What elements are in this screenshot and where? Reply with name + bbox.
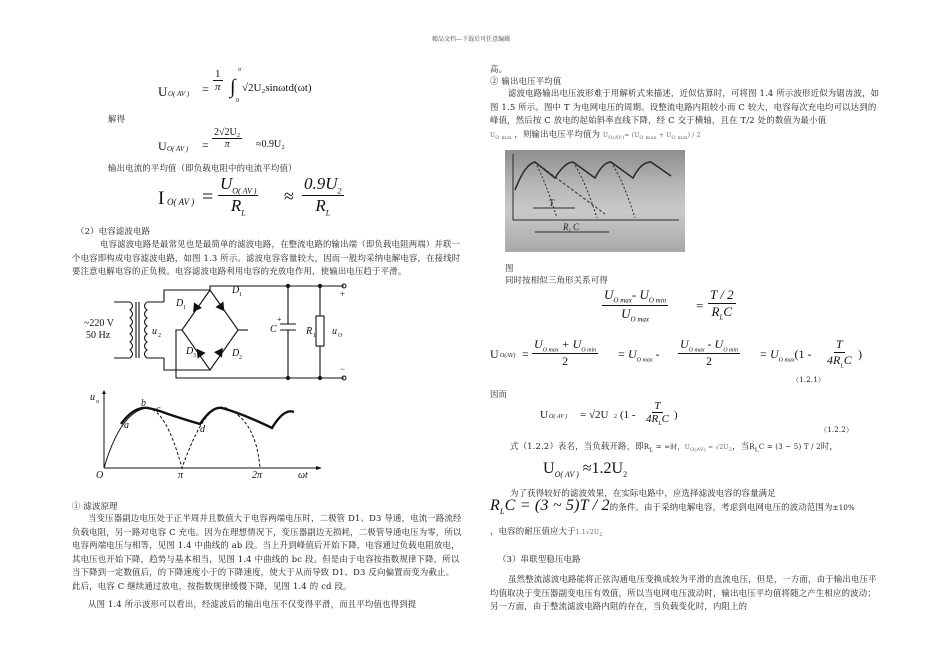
eqB-last-sub: O max: [778, 357, 795, 364]
d3-label: D: [186, 346, 194, 357]
photo-rc-c: C: [573, 222, 580, 232]
continuation-text: 高。: [490, 64, 508, 74]
filter-principle-title: ① 滤波原理: [72, 501, 118, 511]
eqA-d2: R: [711, 304, 720, 319]
open-load-u-sub: O(AV): [689, 447, 706, 454]
bridge-diamond: [182, 290, 238, 370]
open-load-when: ，当: [732, 441, 750, 451]
eqA-minus: - U: [631, 287, 649, 302]
capacitor-symbol: [280, 286, 296, 378]
eq2-equals: =: [202, 138, 209, 152]
equation-approx-1-2: [543, 460, 627, 479]
page-header: 精品文档---下载后可任意编辑: [432, 36, 511, 43]
d1-label: D: [176, 298, 184, 309]
avg-voltage-text-2: ，则输出电压平均值为: [514, 129, 601, 139]
eqA-equals: =: [696, 298, 704, 313]
source-voltage-label: ~220 V: [84, 318, 114, 329]
eqD-approx: ≈1.2U: [582, 460, 624, 477]
eq3-d2-sub: L: [325, 208, 331, 218]
equation-similar-triangles: [602, 287, 752, 327]
avg-voltage-text: 滤波电路输出电压波形难于用解析式来描述，近似估算时，可将图 1.4 所示波形近似为锯齿波，如图 1.5 所示。图中 T 为电网电压的周期。设整流电路内阻较小而 C 较大，电容每次充电均可以达到的峰值，然后按 C 放电的起始斜率直线下降，经 C 交于横轴，且在 T/2 处的数值为最小值: [490, 88, 880, 126]
eqD-lhs-sub: O( AV ): [554, 470, 579, 480]
eqB-f2n: U: [680, 337, 689, 351]
open-load-time: 时，: [820, 441, 838, 451]
eq2-fraction: [212, 127, 242, 150]
uo-label: u: [332, 326, 337, 337]
capacitor-voltage-text: ，电容的耐压值应大于: [490, 526, 576, 536]
photo-period-label: T: [549, 198, 555, 208]
open-load-paragraph: [510, 440, 838, 458]
open-load-u: U: [684, 444, 690, 451]
eq3-n1: U: [220, 174, 233, 193]
eq1-coefficient: [213, 68, 223, 93]
eqB-eq3: =: [760, 347, 767, 361]
eqB-last-u: U: [770, 347, 779, 361]
equation-average-voltage-final: [540, 400, 680, 434]
eqB-f1d: 2: [562, 354, 569, 369]
avg-voltage-title: ② 输出电压平均值: [490, 76, 562, 86]
section-3-title: （3）串联型稳压电路: [498, 554, 581, 564]
eqA-d1-sub: O max: [630, 315, 649, 324]
uo-sub: O: [338, 333, 343, 339]
capacitor-filter-circuit-diagram: [72, 280, 372, 388]
point-d-label: d: [200, 424, 205, 435]
eq1-int-top: π: [238, 67, 242, 73]
d1-sub: 1: [183, 305, 186, 311]
eqB-fraction-1: [532, 337, 598, 369]
eqE-c: C: [504, 497, 516, 514]
resistor-sub: 1: [313, 333, 316, 339]
d1b-label: D: [232, 285, 240, 296]
voltage-fluctuation: ±10%: [832, 504, 855, 512]
eqB-f3d: 4R: [827, 353, 841, 367]
eqC-close: ): [674, 409, 678, 421]
eqB-f2n-minus: - U: [704, 337, 724, 351]
equation-number-1-2-2: （1.2.2）: [820, 426, 854, 434]
open-load-rc-eq: = (3 ~ 5) T / 2: [764, 443, 821, 451]
eqA-n1-sub: O max: [613, 296, 632, 305]
eqE-eq: = (3 ~ 5)T / 2: [515, 497, 610, 514]
d3-sub: 3: [193, 353, 196, 359]
series-regulator-paragraph: 虽然整流滤波电路能将正弦沟通电压变换成较为平滑的直流电压，但是，一方面，由于输出电压平均值取决于变压器副变电压有效值，所以当电网电压波动时，输出电压平均值将随之产生相应的波动；另一方面，由于整流滤波电路内阻的存在，当负载变化时，内阻上的: [490, 574, 877, 612]
eq3-fraction-2: [302, 174, 344, 218]
avg-inline-eq5: ) / 2: [687, 132, 701, 139]
filter-result-paragraph: 从图 1.4 所示波形可以看出，经滤波后的输出电压不仅变得平滑，而且平均值也得到提: [88, 599, 417, 609]
avg-voltage-paragraph: [490, 87, 880, 128]
open-load-text: 式（1.2.2）表名，当负载开路，即: [510, 441, 644, 451]
eqB-f3d-sub: L: [840, 363, 844, 370]
eq3-equals: =: [202, 186, 214, 208]
eq3-lhs: I: [158, 188, 165, 209]
filter-principle-paragraph: 当变压器副边电压处于正半周并且数值大于电容两端电压时，二极管 D1、D3 导通，电流一路流经负载电阻，另一路对电容 C 充电。因为在理想情况下，变压器副边无损耗，二极管导通电压为零，所以电容两端电压与相等，见图 1.4 中曲线的 ab 段。当上升到峰值后开始下降，电容通过负载电阻放电，其电压也开始下降，趋势与基本相当，见图 1.4 中曲线的 bc 段。但是由于电容按指数规律下降，所以当下降到一定数值后，的下降速度小于的下降速度，使大于从而导致 D1、D3 反向偏置而变为截止。此后，电容 C 继续通过放电，按指数规律缓慢下降，见图 1.4 的 cd 段。: [72, 513, 462, 591]
pi-label: π: [178, 470, 184, 480]
eqB-f3n: T: [836, 337, 843, 351]
eq1-integrand: √2U₂sinωtd(ωt): [242, 82, 312, 94]
eqC-fd-sub: L: [658, 421, 662, 428]
eq2-num: 2√2U₂: [214, 127, 241, 138]
avg-inline-eq3: + U: [656, 132, 672, 139]
avg-voltage-continuation: [490, 128, 701, 146]
section-2-title: （2）电容滤波电路: [76, 226, 151, 236]
eq3-lhs-sub: O( AV ): [167, 197, 195, 207]
eqB-last-paren: (1 -: [794, 347, 812, 361]
eqC-fraction: [644, 400, 671, 427]
eqB-f1n: U: [534, 337, 543, 351]
eq3-d1: R: [230, 196, 242, 216]
eqB-mid-sub: O max: [636, 357, 653, 364]
eqB-eq2: =: [618, 347, 625, 361]
eqA-n1: U: [604, 287, 614, 302]
eqB-fraction-2: [678, 337, 740, 369]
eqA-n1b-sub: O min: [648, 296, 667, 305]
source-frequency-label: 50 Hz: [86, 330, 111, 341]
capacitor-label: C: [270, 324, 277, 335]
avg-inline-eq4: O min: [671, 135, 688, 142]
primary-coil: [114, 302, 133, 358]
filtered-output-curve: [121, 408, 294, 428]
two-pi-label: 2π: [252, 470, 263, 480]
therefore-label: 因而: [490, 389, 508, 399]
eqC-lhs-sub: O( AV ): [549, 414, 568, 420]
eq3-d2: R: [315, 196, 326, 216]
u-min-sub: O min: [495, 135, 512, 142]
eqA-fraction-2: [708, 287, 736, 322]
eqB-f2n-sub: O max: [688, 347, 705, 354]
open-load-rc-sub: L: [754, 447, 759, 454]
capacitor-selection-text: 为了获得较好的滤波效果，在实际电路中，应选择滤波电容的容量满足: [510, 488, 776, 498]
equation-average-current: [158, 174, 358, 220]
eqA-n2: T / 2: [710, 287, 734, 302]
eqA-d2-sub: L: [719, 313, 724, 322]
d1b-sub: 1: [239, 292, 242, 298]
output-plus-label: +: [340, 289, 346, 299]
eq3-n1-sub: O( AV ): [232, 186, 257, 196]
capacitor-voltage-sub: 2: [599, 532, 603, 539]
eq3-approx: ≈: [284, 186, 294, 206]
eqB-lhs-sub: O(AV): [500, 353, 516, 359]
equation-number-1-2-1: （1.2.1）: [792, 376, 826, 384]
eqC-sub2: 2: [614, 414, 617, 420]
eqB-f1n-sub: O max: [542, 347, 559, 354]
eqC-fn: T: [654, 400, 661, 412]
capacitor-voltage-rating: [490, 525, 603, 543]
open-load-rl-sub: L: [649, 447, 654, 454]
eq3-d1-sub: L: [241, 208, 246, 218]
sawtooth-photo-drawing: [505, 150, 685, 252]
eqB-f1n-sub2: O min: [581, 347, 597, 354]
open-load-u-sub2: 2: [728, 447, 733, 454]
avg-inline-eq2: O max: [639, 135, 657, 142]
equation-average-voltage-result: [158, 125, 318, 159]
eq3-n2: 0.9U: [304, 174, 338, 193]
avg-inline-u: U: [603, 132, 609, 139]
output-minus-label: −: [340, 364, 346, 374]
eqD-sub: 2: [623, 470, 628, 480]
open-load-inf: = ∞时，: [653, 443, 685, 451]
eq3-fraction-1: [218, 174, 258, 218]
eqC-fd: 4R: [646, 413, 659, 425]
capacitor-selection-condition: [490, 499, 880, 519]
eq1-equals: =: [202, 82, 209, 96]
eqB-mid: [628, 347, 660, 363]
eqC-paren: (1 -: [620, 409, 636, 421]
load-resistor: [316, 316, 324, 346]
photo-rc-label: R: [563, 222, 569, 232]
u2-label: u: [152, 326, 157, 337]
avg-current-text: 输出电流的平均值（即负载电阻中的电流平均值）: [108, 163, 297, 173]
eqB-mid-u: U: [628, 347, 637, 361]
eqB-last: [770, 347, 812, 363]
eqC-eq: = √2U: [580, 409, 609, 421]
equation-average-voltage-derivation: [490, 337, 870, 373]
similar-triangles-text: 同时按相似三角形关系可得: [505, 275, 608, 285]
equation-average-voltage-integral: [158, 62, 328, 104]
eqB-mid-minus: -: [652, 347, 660, 361]
integral-sign-icon: ∫: [230, 76, 236, 98]
eqB-close: ): [858, 347, 862, 361]
solve-label: 解得: [108, 114, 126, 124]
avg-inline-eq: = (U: [624, 132, 640, 139]
point-b-label: b: [141, 398, 146, 409]
d2-sub: 2: [239, 355, 242, 361]
eqA-d1: U: [621, 305, 631, 321]
eq3-n2-sub: 2: [337, 186, 342, 196]
capacitor-voltage-value: 1.1√2U: [575, 529, 600, 536]
eqB-f1n-plus: + U: [558, 337, 582, 351]
eqD-lhs: U: [543, 460, 555, 477]
waveform-y-sub: o: [96, 399, 99, 405]
eqA-fraction-1: [602, 287, 668, 323]
u-min-label: U: [490, 132, 496, 139]
origin-label: O: [96, 470, 104, 480]
output-voltage-waveform: [86, 390, 326, 480]
eqB-fraction-3: [825, 337, 854, 369]
eq1-lhs-sub: O( AV ): [168, 90, 190, 98]
eqB-eq1: =: [522, 347, 529, 361]
eqC-fd-c: C: [661, 413, 669, 425]
eq2-den: π: [224, 139, 230, 150]
sawtooth-waveform-photo: [505, 150, 685, 252]
resistor-label: R: [306, 326, 313, 337]
eq2-approx: ≈0.9U₂: [256, 139, 285, 150]
eq1-int-bottom: 0: [236, 98, 239, 104]
eqB-f3d-c: C: [843, 353, 852, 367]
eq1-coef-den: π: [215, 81, 221, 93]
open-load-rc-c: C: [758, 443, 765, 451]
eqE-r-sub: L: [499, 507, 505, 517]
diode-2-icon: [215, 346, 226, 356]
point-a-label: a: [124, 420, 129, 431]
capacitor-selection-text-2: 的条件。由于采纳电解电容，考虑到电网电压的波动范围为: [609, 502, 833, 512]
figure-label: 图: [505, 263, 514, 273]
eqB-f2d: 2: [706, 354, 713, 369]
d2-label: D: [232, 348, 240, 359]
eqE-r: R: [490, 497, 500, 514]
capacitor-filter-paragraph: 电容滤波电路是最常见也是最简单的滤波电路，在整流电路的输出端（即负载电阻两端）并联一个电容即构成电容滤波电路，如图 1.3 所示。滤波电容容量较大，因而一般均采纳电解电容，在接线时要注意电解电容的正负极。电容滤波电路利用电容的充放电作用，使输出电压趋于平滑。: [72, 239, 461, 277]
eq1-lhs: U: [158, 84, 168, 99]
capacitor-plus: +: [277, 315, 282, 324]
eqB-f2n-sub2: O min: [723, 347, 739, 354]
eqB-lhs: U: [490, 347, 499, 361]
avg-inline-sub: O(AV): [608, 135, 625, 142]
open-load-rc: R: [749, 443, 755, 451]
eqC-lhs: U: [540, 409, 548, 421]
eq2-lhs: U: [158, 139, 167, 153]
eq2-lhs-sub: O( AV ): [167, 145, 189, 153]
time-axis-label: ωt: [298, 470, 308, 480]
u2-sub: 2: [158, 333, 161, 339]
photo-rc-sub: L: [569, 229, 572, 234]
eqA-d2c: C: [723, 304, 733, 319]
waveform-y-label: u: [90, 392, 95, 403]
open-load-rl: R: [643, 443, 650, 451]
point-c-label: c: [156, 404, 161, 415]
eq1-coef-num: 1: [215, 68, 221, 80]
open-load-u-eq: = √2U: [705, 444, 729, 451]
